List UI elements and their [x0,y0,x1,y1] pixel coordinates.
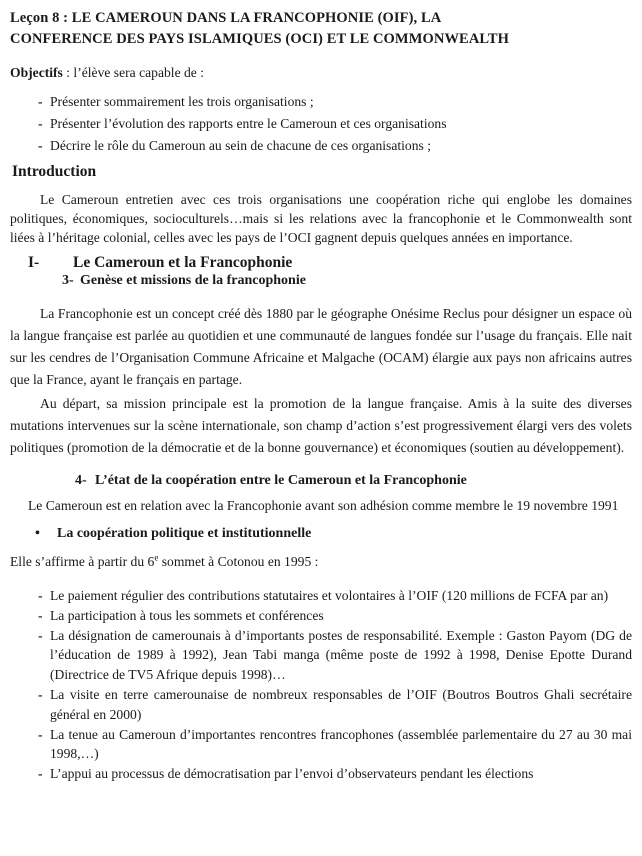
paragraph-mission: Au départ, sa mission principale est la promotion de la langue française. Amis à la suite des diverses mutations intervenues sur la scène internationale, son champ d’action s’est progressivement élargi vers des volets politiques (promotion de la démocratie et de la bonne gouvernance) et économiques (soutien au développement). [10,396,632,455]
sommet-prefix-text: Elle s’affirme à partir du 6 [10,554,155,569]
cooperation-item-text: La visite en terre camerounaise de nombreux responsables de l’OIF (Boutros Boutros Ghali secrétaire général en 2000) [50,686,632,722]
subsection3-title-text: Genèse et missions de la francophonie [80,273,306,288]
bullet-heading-text: La coopération politique et institutionnelle [57,526,312,541]
section1-title-text: Le Cameroun et la Francophonie [73,254,293,271]
sommet-superscript: e [154,552,159,563]
subsection4-title-text: L’état de la coopération entre le Cameroun et la Francophonie [95,473,467,488]
section1-number: I- [28,254,40,271]
sommet-suffix-text: sommet à Cotonou en 1995 : [158,554,319,569]
subsection3-number: 3- [62,273,74,288]
lesson-title-line1: Leçon 8 : LE CAMEROUN DANS LA FRANCOPHONIE (OIF), LA [10,10,442,26]
cooperation-list [0,586,632,784]
bullet-marker: • [35,526,40,541]
objectives-label: Objectifs [10,65,63,80]
cooperation-item [0,725,632,765]
cooperation-item [0,685,632,725]
cooperation-item [0,586,632,606]
cooperation-item [0,606,632,626]
cooperation-item-text: Le paiement régulier des contributions statutaires et volontaires à l’OIF (120 millions de FCFA par an) [50,588,609,603]
objective-item [0,113,632,135]
paragraph-genese: La Francophonie est un concept créé dès 1880 par le géographe Onésime Reclus pour désigner un espace où la langue française est parlée au quotidien et une communauté de langues fondée sur l’usage du français. Elle nait sur les cendres de l’Organisation Commune Africaine et Malgache (OCAM) élargie aux pays non africains autres que la France, ayant le français en partage. [10,306,632,387]
lesson-title-line2: CONFERENCE DES PAYS ISLAMIQUES (OCI) ET LE COMMONWEALTH [10,31,509,47]
section1-heading [28,253,632,272]
objectives-line [10,65,632,81]
objective-item [0,91,632,113]
dash-marker: - [38,766,43,782]
introduction-heading: Introduction [12,163,97,180]
cooperation-item-text: La désignation de camerounais à d’importants postes de responsabilité. Exemple : Gaston Payom (DG de l’éducation de 1989 à 1992), Jean Tabi manga (même poste de 1992 à 1998, Denise Epotte Durand (Directrice de TV5 Afrique depuis 1998)… [50,627,632,683]
dash-marker: - [38,94,43,109]
paragraph-adhesion: Le Cameroun est en relation avec la Francophonie avant son adhésion comme membre le 19 novembre 1991 [28,498,619,513]
lesson-title [10,8,632,50]
dash-marker: - [38,607,43,623]
objective-item-text: Présenter l’évolution des rapports entre le Cameroun et ces organisations [50,116,447,131]
cooperation-bullet-heading [0,526,632,542]
sommet-line [10,554,632,570]
dash-marker: - [38,726,43,742]
subsection4-number: 4- [75,473,87,488]
introduction-paragraph: Le Cameroun entretien avec ces trois organisations une coopération riche qui englobe les domaines politiques, économiques, socioculturels…mais si les relations avec la francophonie et le Commonwealth sont liées à l’héritage colonial, celles avec les pays de l’OCI gagnent depuis quelques années en importance. [10,192,632,245]
dash-marker: - [38,686,43,702]
dash-marker: - [38,138,43,153]
objectives-list [0,91,632,157]
subsection4-heading [75,473,632,489]
cooperation-item-text: L’appui au processus de démocratisation par l’envoi d’observateurs pendant les élections [50,766,534,782]
cooperation-item-text: La tenue au Cameroun d’importantes rencontres francophones (assemblée parlementaire du 27 au 30 mai 1998,…) [50,726,632,762]
objective-item-text: Présenter sommairement les trois organisations ; [50,94,314,109]
objective-item [0,135,632,157]
objective-item-text: Décrire le rôle du Cameroun au sein de chacune de ces organisations ; [50,138,431,153]
objectives-intro-text: : l’élève sera capable de : [62,65,205,80]
dash-marker: - [38,588,43,603]
subsection3-heading [62,273,632,289]
dash-marker: - [38,627,43,643]
cooperation-item [0,764,632,784]
cooperation-item-text: La participation à tous les sommets et conférences [50,607,324,623]
cooperation-item [0,626,632,685]
dash-marker: - [38,116,43,131]
